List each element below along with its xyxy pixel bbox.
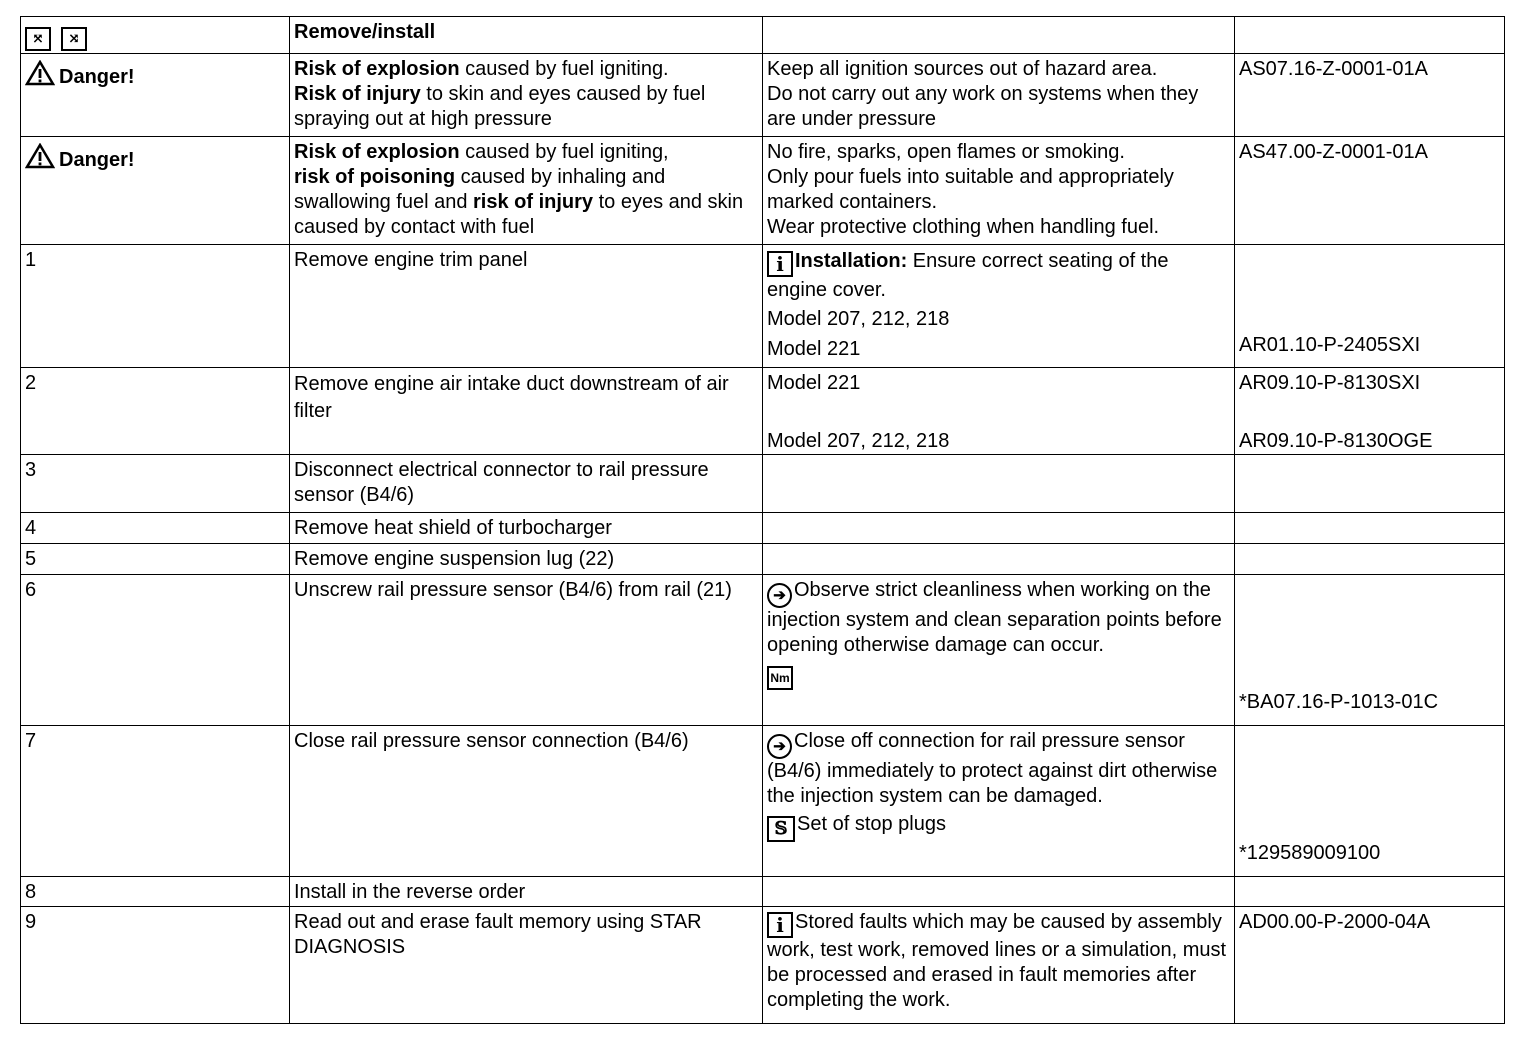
info-icon: i: [767, 912, 793, 938]
step-row: [21, 513, 1505, 544]
section-title: Remove/install: [294, 21, 436, 43]
danger-label: Danger!: [59, 66, 135, 88]
note-text: Ensure correct seating of the engine cover.: [767, 250, 1169, 301]
step-number: 6: [25, 579, 37, 601]
note-label: Installation:: [795, 250, 908, 272]
step-number: 8: [25, 881, 37, 903]
step-row: [21, 877, 1505, 907]
note-text: Observe strict cleanliness when working on the injection system and clean separation points before opening otherwise damage can occur.: [767, 579, 1222, 656]
measure-text: Wear protective clothing when handling fuel.: [767, 216, 1160, 238]
step-action: Remove engine air intake duct downstream of air filter: [294, 373, 729, 422]
step-action: Close rail pressure sensor connection (B4/6): [294, 730, 689, 752]
info-icon: i: [767, 251, 793, 277]
risk-injury: Risk of injury: [294, 83, 421, 105]
step-action: Unscrew rail pressure sensor (B4/6) from rail (21): [294, 579, 732, 601]
model-link[interactable]: Model 207, 212, 218: [767, 308, 950, 330]
step-row: [21, 245, 1505, 368]
document-link[interactable]: AD00.00-P-2000-04A: [1239, 911, 1431, 933]
danger-row: [21, 137, 1505, 245]
header-row: [21, 17, 1505, 54]
step-number: 2: [25, 372, 37, 394]
collapse-icon[interactable]: ⤨: [61, 27, 87, 51]
risk-text: caused by fuel igniting.: [459, 58, 669, 80]
note-text: Close off connection for rail pressure sensor (B4/6) immediately to protect against dirt otherwise the injection system can be damaged.: [767, 730, 1218, 807]
measure-text: No fire, sparks, open flames or smoking.: [767, 141, 1125, 163]
risk-text: caused by fuel igniting,: [459, 141, 669, 163]
warning-triangle-icon: [25, 60, 55, 86]
step-number: 1: [25, 249, 37, 271]
danger-row: [21, 54, 1505, 137]
document-link[interactable]: AS07.16-Z-0001-01A: [1239, 58, 1429, 80]
procedure-table: [20, 16, 1505, 1024]
document-link[interactable]: AR09.10-P-8130OGE: [1239, 430, 1433, 452]
model-link[interactable]: Model 221: [767, 372, 861, 394]
step-row: [21, 368, 1505, 455]
step-action: Remove engine trim panel: [294, 249, 528, 271]
torque-icon[interactable]: Nm: [767, 666, 793, 690]
risk-text: to skin and eyes caused by fuel spraying out at high pressure: [294, 83, 706, 130]
step-row: [21, 726, 1505, 877]
step-action: Disconnect electrical connector to rail pressure sensor (B4/6): [294, 459, 709, 506]
step-action: Remove engine suspension lug (22): [294, 548, 615, 570]
measure-text: Do not carry out any work on systems when they are under pressure: [767, 83, 1199, 130]
tool-name: Set of stop plugs: [797, 813, 946, 835]
document-link[interactable]: *BA07.16-P-1013-01C: [1239, 691, 1439, 713]
caution-icon: ➔: [767, 583, 792, 608]
step-number: 3: [25, 459, 37, 481]
document-link[interactable]: *129589009100: [1239, 842, 1381, 864]
step-row: [21, 544, 1505, 575]
step-action: Install in the reverse order: [294, 881, 526, 903]
step-number: 7: [25, 730, 37, 752]
model-link[interactable]: Model 207, 212, 218: [767, 430, 950, 452]
measure-text: Keep all ignition sources out of hazard area.: [767, 58, 1158, 80]
model-link[interactable]: Model 221: [767, 338, 861, 360]
step-number: 5: [25, 548, 37, 570]
step-action: Read out and erase fault memory using STAR DIAGNOSIS: [294, 911, 702, 958]
document-link[interactable]: AR01.10-P-2405SXI: [1239, 334, 1421, 356]
caution-icon: ➔: [767, 734, 792, 759]
step-row: [21, 907, 1505, 1024]
document-link[interactable]: AS47.00-Z-0001-01A: [1239, 141, 1429, 163]
risk-explosion: Risk of explosion: [294, 58, 460, 80]
risk-text: caused by inhaling and swallowing fuel and: [294, 166, 666, 213]
warning-triangle-icon: [25, 143, 55, 169]
step-row: [21, 455, 1505, 513]
special-tool-icon[interactable]: 𝕊: [767, 816, 795, 842]
step-number: 4: [25, 517, 37, 539]
risk-text: to eyes and skin caused by contact with fuel: [294, 191, 744, 238]
step-action: Remove heat shield of turbocharger: [294, 517, 612, 539]
step-number: 9: [25, 911, 37, 933]
danger-label: Danger!: [59, 149, 135, 171]
risk-poisoning: risk of poisoning: [294, 166, 456, 188]
risk-explosion: Risk of explosion: [294, 141, 460, 163]
risk-injury: risk of injury: [473, 191, 594, 213]
expand-icon[interactable]: ⤧: [25, 27, 51, 51]
document-link[interactable]: AR09.10-P-8130SXI: [1239, 372, 1421, 394]
note-text: Stored faults which may be caused by assembly work, test work, removed lines or a simulation, must be processed and erased in fault memories after completing the work.: [767, 911, 1227, 1011]
measure-text: Only pour fuels into suitable and appropriately marked containers.: [767, 166, 1174, 213]
step-row: [21, 575, 1505, 726]
